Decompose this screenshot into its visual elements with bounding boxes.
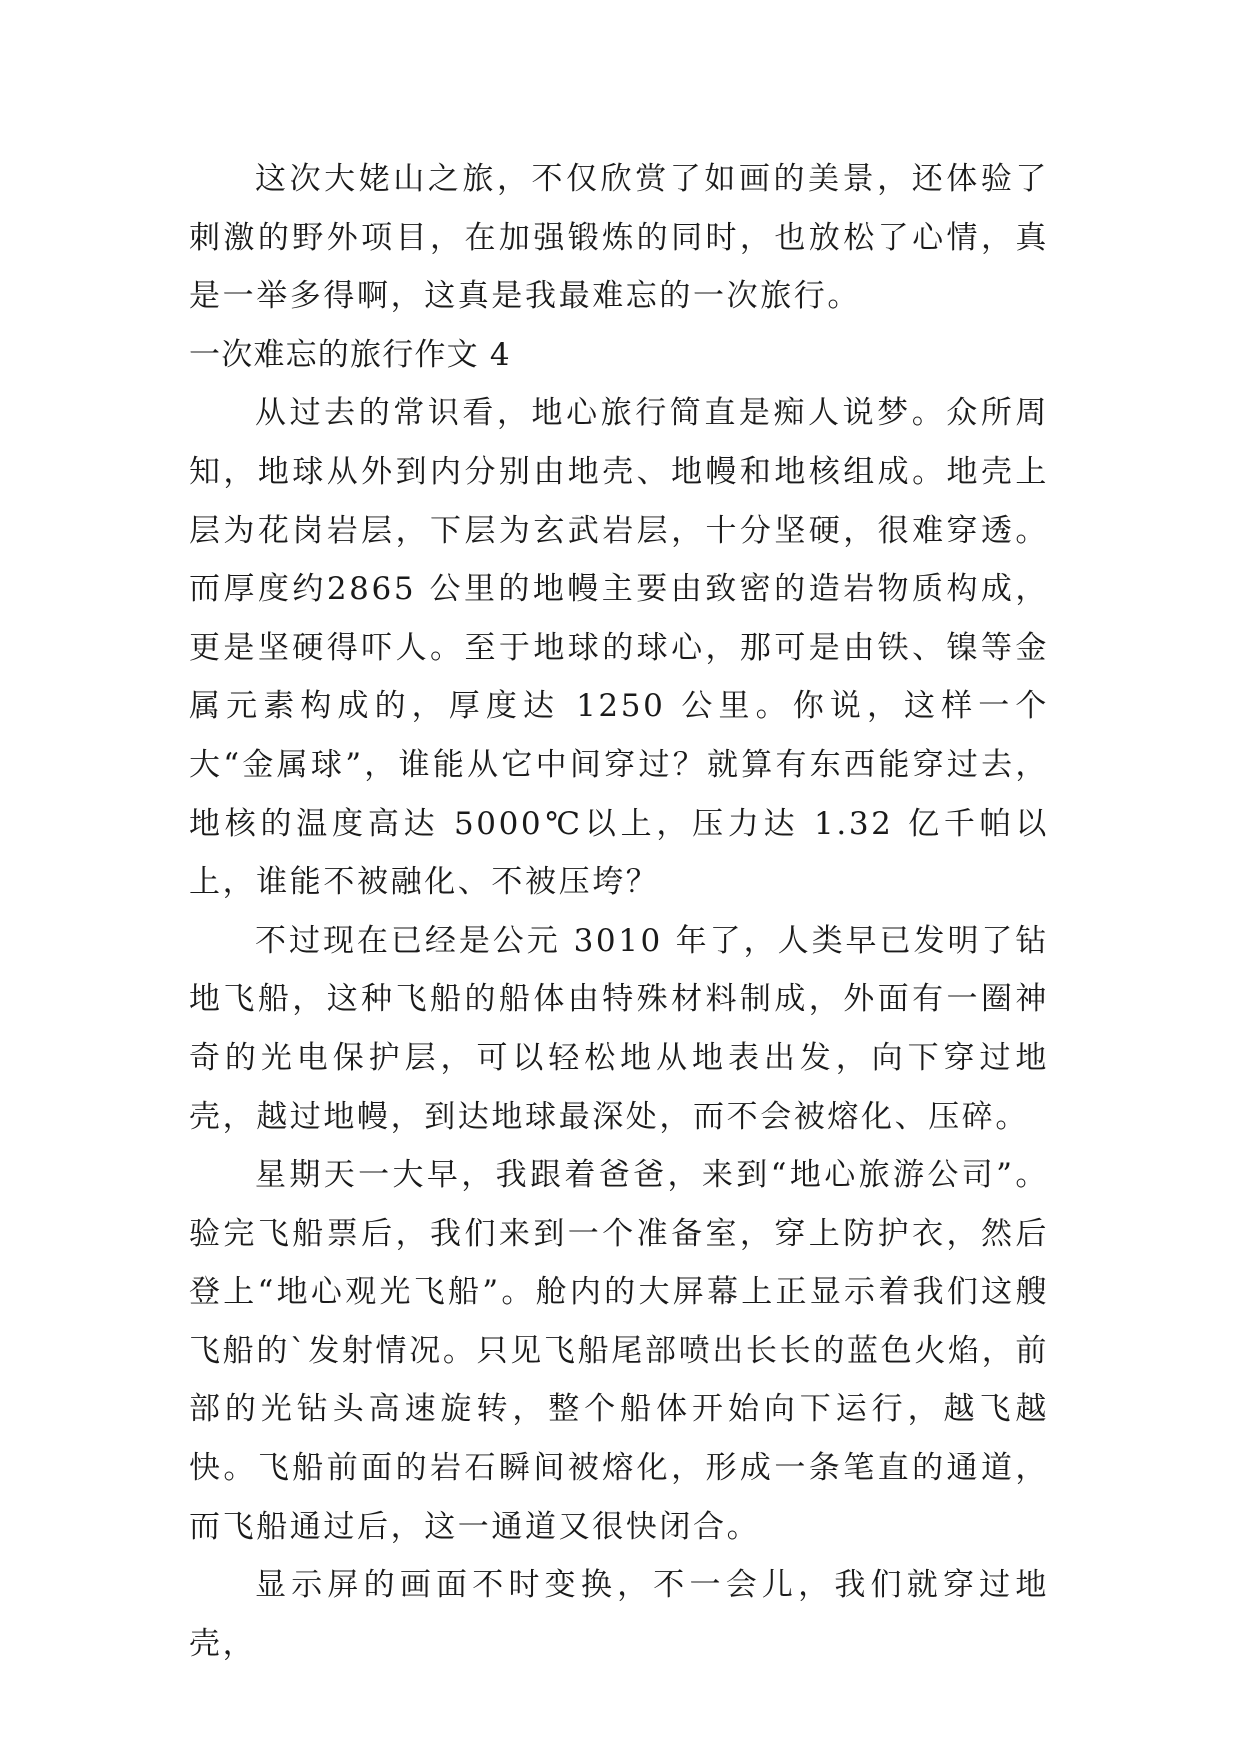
paragraph-departure: 星期天一大早，我跟着爸爸，来到“地心旅游公司”。验完飞船票后，我们来到一个准备室，穿上防护衣，然后登上“地心观光飞船”。舱内的大屏幕上正显示着我们这艘飞船的`发射情况。只见飞船尾部喷出长长的蓝色火焰，前部的光钻头高速旋转，整个船体开始向下运行，越飞越快。飞船前面的岩石瞬间被熔化，形成一条笔直的通道，而飞船通过后，这一通道又很快闭合。 (189, 1157, 1049, 1545)
paragraph-drilling-ship: 不过现在已经是公元 3010 年了，人类早已发明了钻地飞船，这种飞船的船体由特殊材料制成，外面有一圈神奇的光电保护层，可以轻松地从地表出发，向下穿过地壳，越过地幔，到达地球最深处，而不会被熔化、压碎。 (189, 922, 1049, 1135)
paragraph-earth-structure: 从过去的常识看，地心旅行简直是痴人说梦。众所周知，地球从外到内分别由地壳、地幔和地核组成。地壳上层为花岗岩层，下层为玄武岩层，十分坚硬，很难穿透。而厚度约2865 公里的地幔主要由致密的造岩物质构成，更是坚硬得吓人。至于地球的球心，那可是由铁、镍等金属元素构成的，厚度达 1250 公里。你说，这样一个大“金属球”，谁能从它中间穿过？就算有东西能穿过去，地核的温度高达 5000℃以上，压力达 1.32 亿千帕以上，谁能不被融化、不被压垮？ (189, 395, 1049, 901)
document-body (189, 150, 1049, 1673)
essay-title: 一次难忘的旅行作文 4 (189, 336, 511, 373)
paragraph-closing-trip: 这次大姥山之旅，不仅欣赏了如画的美景，还体验了刺激的野外项目，在加强锻炼的同时，也放松了心情，真是一举多得啊，这真是我最难忘的一次旅行。 (189, 161, 1049, 315)
paragraph-screen: 显示屏的画面不时变换，不一会儿，我们就穿过地壳， (189, 1567, 1049, 1662)
